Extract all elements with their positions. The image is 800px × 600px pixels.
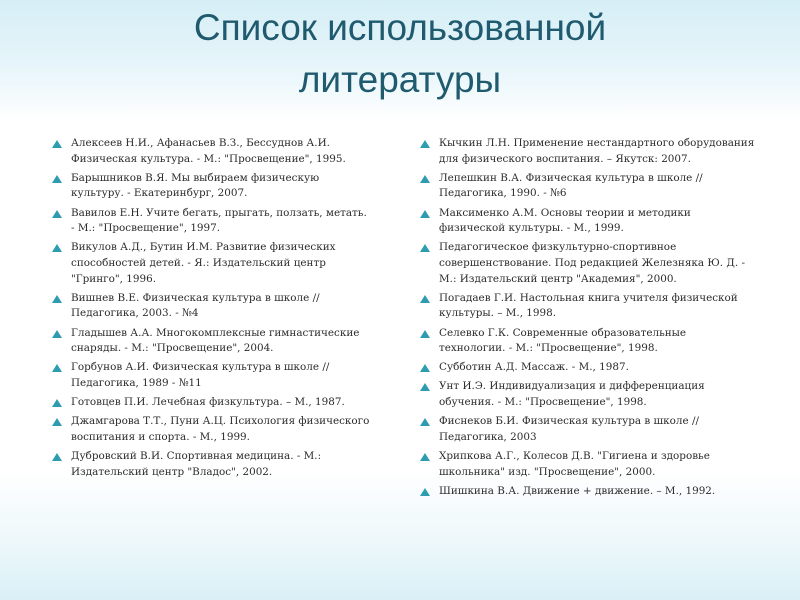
triangle-bullet-icon [420, 210, 430, 218]
reference-item [420, 136, 755, 167]
triangle-bullet-icon [52, 175, 62, 183]
triangle-bullet-icon [52, 295, 62, 303]
triangle-bullet-icon [420, 364, 430, 372]
reference-item [420, 291, 755, 322]
triangle-bullet-icon [420, 295, 430, 303]
reference-text: Хрипкова А.Г., Колесов Д.В. "Гигиена и здоровье школьника" изд. "Просвещение", 2000. [439, 450, 710, 478]
reference-text: Фиснеков Б.И. Физическая культура в школе // Педагогика, 2003 [439, 415, 699, 443]
reference-text: Вавилов Е.Н. Учите бегать, прыгать, ползать, метать. - М.: "Просвещение", 1997. [71, 206, 367, 235]
triangle-bullet-icon [52, 210, 62, 218]
reference-item [52, 395, 370, 411]
triangle-bullet-icon [52, 140, 62, 148]
reference-text: Гладышев А.А. Многокомплексные гимнастические снаряды. - М.: "Просвещение", 2004. [71, 326, 360, 355]
triangle-bullet-icon [52, 244, 62, 252]
reference-item [52, 291, 370, 322]
slide-title [0, 2, 800, 106]
reference-item [52, 206, 370, 237]
reference-item [420, 360, 755, 376]
reference-item [420, 326, 755, 357]
reference-text: Викулов А.Д., Бутин И.М. Развитие физических способностей детей. - Я.: Издательский центр "Гринго", 1996. [71, 241, 336, 285]
reference-item [420, 206, 755, 237]
reference-text: Селевко Г.К. Современные образовательные технологии. - М.: "Просвещение", 1998. [439, 326, 687, 355]
reference-text: Алексеев Н.И., Афанасьев В.З., Бессуднов А.И. Физическая культура. - М.: "Просвещение", 1995. [71, 137, 346, 165]
triangle-bullet-icon [420, 175, 430, 183]
reference-item [52, 326, 370, 357]
triangle-bullet-icon [52, 399, 62, 407]
triangle-bullet-icon [420, 383, 430, 391]
triangle-bullet-icon [420, 488, 430, 496]
reference-text: Барышников В.Я. Мы выбираем физическую культуру. - Екатеринбург, 2007. [71, 171, 320, 200]
triangle-bullet-icon [52, 330, 62, 338]
reference-item [420, 414, 755, 445]
triangle-bullet-icon [420, 140, 430, 148]
reference-item [420, 379, 755, 410]
reference-text: Шишкина В.А. Движение + движение. – М., 1992. [439, 484, 716, 497]
triangle-bullet-icon [52, 453, 62, 461]
reference-item [420, 449, 755, 480]
triangle-bullet-icon [52, 418, 62, 426]
right-reference-list [420, 136, 755, 503]
triangle-bullet-icon [420, 453, 430, 461]
triangle-bullet-icon [420, 330, 430, 338]
reference-item [420, 484, 755, 500]
reference-text: Дубровский В.И. Спортивная медицина. - М.: Издательский центр "Владос", 2002. [71, 450, 322, 478]
reference-item [420, 171, 755, 202]
reference-text: Унт И.Э. Индивидуализация и дифференциация обучения. - М.: "Просвещение", 1998. [439, 380, 705, 409]
title-line-1: Список использованной [193, 7, 607, 48]
reference-item [52, 171, 370, 202]
reference-text: Готовцев П.И. Лечебная физкультура. – М., 1987. [71, 396, 345, 409]
reference-text: Горбунов А.И. Физическая культура в школе // Педагогика, 1989 - №11 [71, 361, 330, 389]
reference-item [52, 449, 370, 480]
reference-text: Погадаев Г.И. Настольная книга учителя физической культуры. – М., 1998. [439, 291, 738, 320]
reference-item [52, 414, 370, 445]
reference-item [52, 136, 370, 167]
reference-text: Вишнев В.Е. Физическая культура в школе // Педагогика, 2003. - №4 [71, 291, 320, 320]
left-reference-list [52, 136, 370, 484]
title-line-2: литературы [298, 59, 502, 100]
reference-item [420, 240, 755, 287]
reference-text: Лепешкин В.А. Физическая культура в школе // Педагогика, 1990. - №6 [439, 171, 703, 200]
reference-text: Джамгарова Т.Т., Пуни А.Ц. Психология физического воспитания и спорта. - М., 1999. [71, 415, 370, 443]
reference-text: Кычкин Л.Н. Применение нестандартного оборудования для физического воспитания. – Якутск: 2007. [439, 137, 755, 165]
reference-item [52, 360, 370, 391]
triangle-bullet-icon [52, 364, 62, 372]
title-banner [0, 0, 800, 118]
reference-text: Субботин А.Д. Массаж. - М., 1987. [439, 361, 629, 374]
triangle-bullet-icon [420, 244, 430, 252]
reference-item [52, 240, 370, 287]
triangle-bullet-icon [420, 418, 430, 426]
reference-text: Максименко А.М. Основы теории и методики физической культуры. - М., 1999. [439, 206, 691, 235]
reference-text: Педагогическое физкультурно-спортивное совершенствование. Под редакцией Железняка Ю. Д. - М.: Издательский центр "Академия", 2000. [439, 241, 745, 285]
